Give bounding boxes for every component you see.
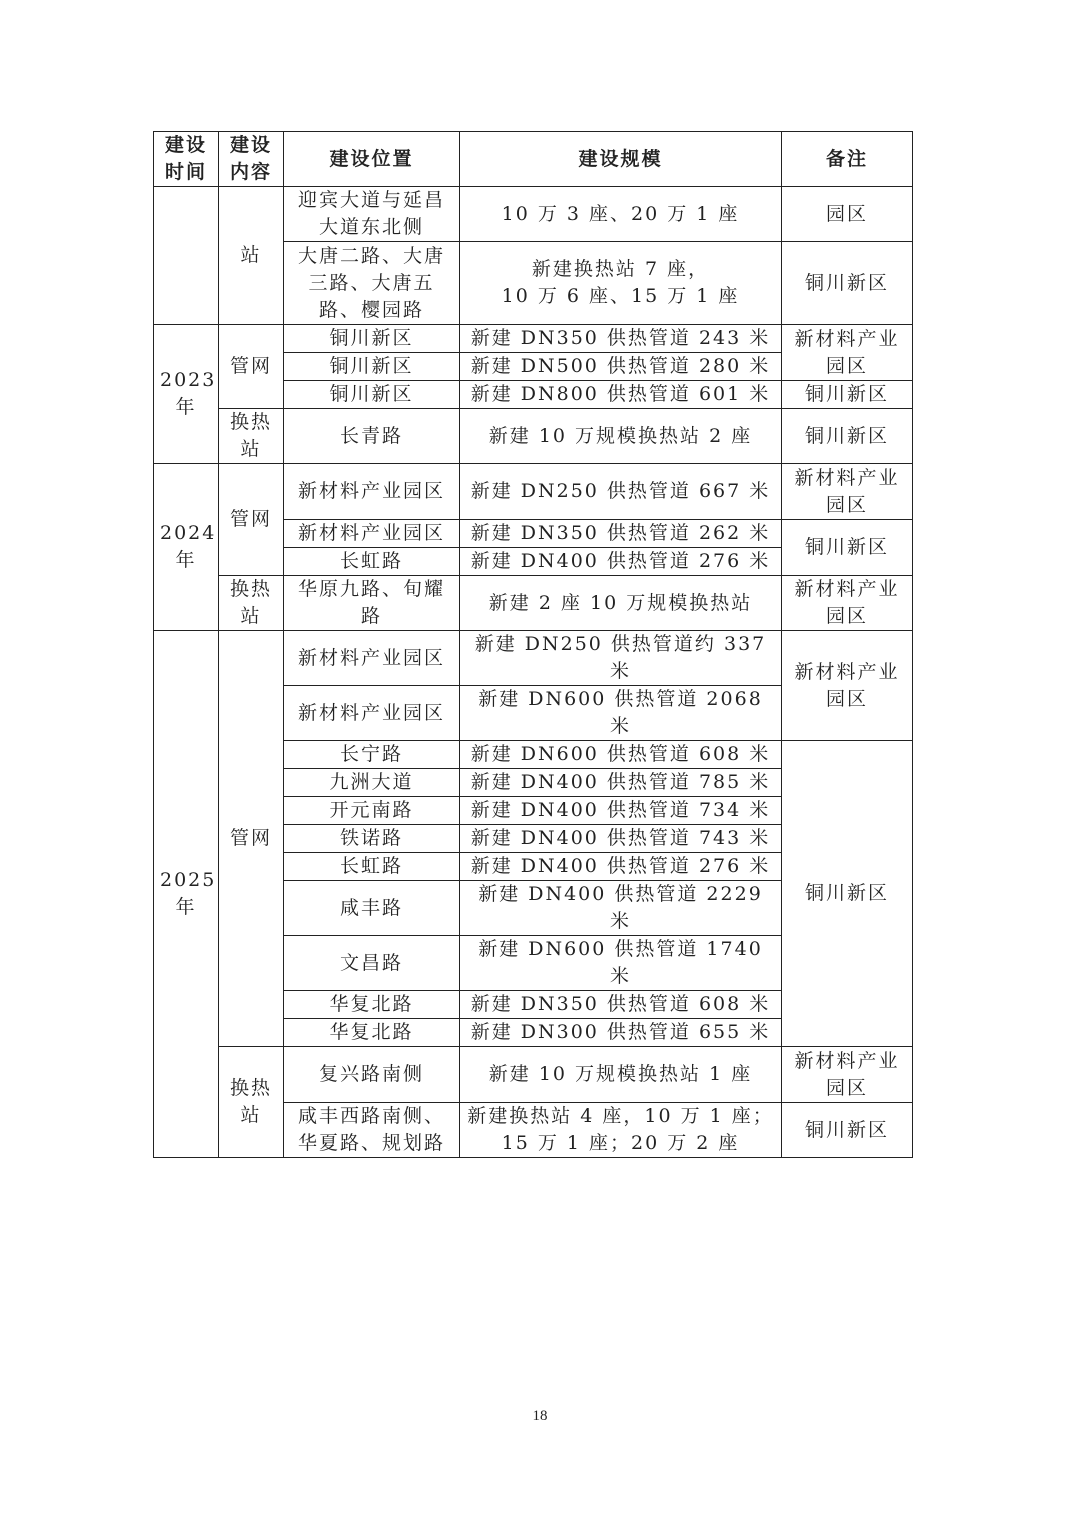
- table-row: [154, 325, 913, 353]
- location-cell: 华复北路: [284, 991, 460, 1019]
- location-cell: 新材料产业园区: [284, 631, 460, 686]
- scale-cell: 新建 DN250 供热管道 667 米: [460, 464, 782, 520]
- note-cell: 新材料产业园区: [782, 325, 913, 381]
- table-row: [154, 576, 913, 631]
- note-cell: 新材料产业园区: [782, 464, 913, 520]
- location-cell: 迎宾大道与延昌大道东北侧: [284, 187, 460, 242]
- location-cell: 新材料产业园区: [284, 686, 460, 741]
- note-cell: 铜川新区: [782, 520, 913, 576]
- content-cell: 站: [219, 187, 284, 325]
- location-cell: 长青路: [284, 409, 460, 464]
- scale-cell: 新建 DN400 供热管道 2229 米: [460, 881, 782, 936]
- scale-cell: 新建 DN600 供热管道 608 米: [460, 741, 782, 769]
- location-cell: 新材料产业园区: [284, 520, 460, 548]
- scale-cell: 新建 2 座 10 万规模换热站: [460, 576, 782, 631]
- location-cell: 铜川新区: [284, 381, 460, 409]
- scale-cell: 新建 DN300 供热管道 655 米: [460, 1019, 782, 1047]
- location-cell: 长虹路: [284, 853, 460, 881]
- note-cell: 铜川新区: [782, 242, 913, 325]
- scale-cell: 新建 DN400 供热管道 276 米: [460, 548, 782, 576]
- scale-cell: [460, 242, 782, 325]
- table-row: [154, 409, 913, 464]
- content-cell: 管网: [219, 631, 284, 1047]
- table-row: [154, 1047, 913, 1103]
- note-cell: 新材料产业园区: [782, 576, 913, 631]
- note-cell: 新材料产业园区: [782, 631, 913, 741]
- note-cell: 铜川新区: [782, 741, 913, 1047]
- scale-cell: 新建换热站 4 座，10 万 1 座；15 万 1 座；20 万 2 座: [460, 1103, 782, 1158]
- scale-cell: 新建 DN800 供热管道 601 米: [460, 381, 782, 409]
- note-cell: 铜川新区: [782, 381, 913, 409]
- construction-plan-table: [153, 131, 913, 1158]
- location-cell: 长宁路: [284, 741, 460, 769]
- header-location: 建设位置: [284, 132, 460, 187]
- scale-cell: 新建 10 万规模换热站 2 座: [460, 409, 782, 464]
- location-cell: 铜川新区: [284, 353, 460, 381]
- scale-cell: 新建 DN600 供热管道 2068 米: [460, 686, 782, 741]
- note-cell: 新材料产业园区: [782, 1047, 913, 1103]
- location-cell: 大唐二路、大唐三路、大唐五路、樱园路: [284, 242, 460, 325]
- year-cell-2024: 2024年: [154, 464, 219, 631]
- year-cell-empty: [154, 187, 219, 325]
- scale-line: 10 万 6 座、15 万 1 座: [501, 285, 740, 307]
- scale-cell: 10 万 3 座、20 万 1 座: [460, 187, 782, 242]
- year-cell-2025: 2025年: [154, 631, 219, 1158]
- header-content: 建设内容: [219, 132, 284, 187]
- scale-cell: 新建 DN350 供热管道 608 米: [460, 991, 782, 1019]
- location-cell: 新材料产业园区: [284, 464, 460, 520]
- location-cell: 华原九路、旬耀路: [284, 576, 460, 631]
- scale-cell: 新建 DN400 供热管道 743 米: [460, 825, 782, 853]
- scale-cell: 新建 DN400 供热管道 785 米: [460, 769, 782, 797]
- scale-cell: 新建 DN400 供热管道 734 米: [460, 797, 782, 825]
- note-cell: 园区: [782, 187, 913, 242]
- table-header-row: [154, 132, 913, 187]
- scale-cell: 新建 DN400 供热管道 276 米: [460, 853, 782, 881]
- content-cell: 换热站: [219, 576, 284, 631]
- content-cell: 换热站: [219, 409, 284, 464]
- location-cell: 铁诺路: [284, 825, 460, 853]
- location-cell: 文昌路: [284, 936, 460, 991]
- page-number: 18: [532, 1408, 548, 1424]
- scale-cell: 新建 DN250 供热管道约 337 米: [460, 631, 782, 686]
- content-cell: 管网: [219, 325, 284, 409]
- location-cell: 开元南路: [284, 797, 460, 825]
- location-cell: 华复北路: [284, 1019, 460, 1047]
- scale-cell: 新建 DN350 供热管道 243 米: [460, 325, 782, 353]
- header-time: 建设时间: [154, 132, 219, 187]
- header-scale: 建设规模: [460, 132, 782, 187]
- note-cell: 铜川新区: [782, 409, 913, 464]
- scale-cell: 新建 DN500 供热管道 280 米: [460, 353, 782, 381]
- scale-line: 新建换热站 7 座，: [531, 258, 710, 280]
- year-cell-2023: 2023年: [154, 325, 219, 464]
- table-row: [154, 464, 913, 520]
- table-row: [154, 187, 913, 242]
- header-note: 备注: [782, 132, 913, 187]
- location-cell: 咸丰路: [284, 881, 460, 936]
- note-cell: 铜川新区: [782, 1103, 913, 1158]
- scale-cell: 新建 DN600 供热管道 1740 米: [460, 936, 782, 991]
- location-cell: 咸丰西路南侧、华夏路、规划路: [284, 1103, 460, 1158]
- location-cell: 长虹路: [284, 548, 460, 576]
- scale-cell: 新建 DN350 供热管道 262 米: [460, 520, 782, 548]
- content-cell: 换热站: [219, 1047, 284, 1158]
- location-cell: 复兴路南侧: [284, 1047, 460, 1103]
- location-cell: 九洲大道: [284, 769, 460, 797]
- scale-cell: 新建 10 万规模换热站 1 座: [460, 1047, 782, 1103]
- location-cell: 铜川新区: [284, 325, 460, 353]
- table-row: [154, 631, 913, 686]
- content-cell: 管网: [219, 464, 284, 576]
